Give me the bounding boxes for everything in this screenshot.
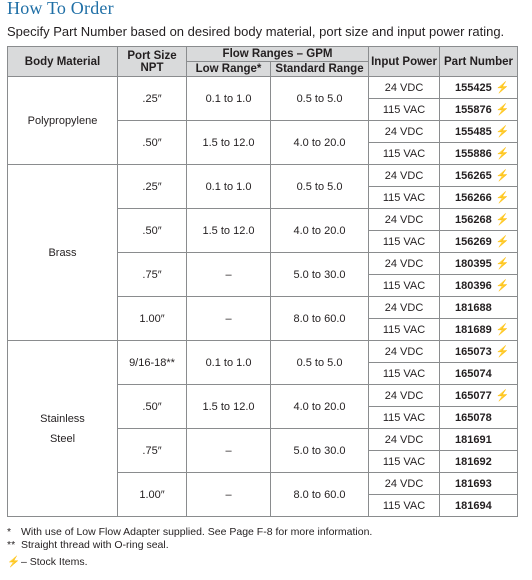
input-power-cell: 115 VAC [369,407,440,429]
standard-range-cell: 4.0 to 20.0 [271,121,369,165]
body-material-cell [8,341,118,517]
input-power-cell: 115 VAC [369,363,440,385]
footnote-symbol: ** [7,539,16,551]
input-power-cell: 24 VDC [369,165,440,187]
low-range-cell: 1.5 to 12.0 [187,385,271,429]
part-number: 155425 [455,82,492,94]
part-number: 156265 [455,170,492,182]
body-material-line: Stainless [40,412,85,425]
low-range-cell: – [187,429,271,473]
input-power-cell: 24 VDC [369,429,440,451]
lightning-icon: ⚡ [7,556,21,568]
low-range-cell: 0.1 to 1.0 [187,77,271,121]
low-range-cell: – [187,473,271,517]
port-size-cell: .75″ [118,253,187,297]
footnote-straight-thread [7,539,372,552]
part-number-cell [440,253,518,275]
standard-range-cell: 5.0 to 30.0 [271,429,369,473]
port-size-cell: .25″ [118,165,187,209]
part-number-cell [440,473,518,495]
header-flow-ranges: Flow Ranges – GPM [187,47,369,62]
part-number: 165074 [455,367,492,380]
body-material-line: Steel [49,432,76,445]
port-size-cell: 9/16-18** [118,341,187,385]
part-number-cell [440,121,518,143]
port-size-cell: 1.00″ [118,297,187,341]
port-size-cell: 1.00″ [118,473,187,517]
standard-range-cell: 0.5 to 5.0 [271,77,369,121]
footnote-text: Straight thread with O-ring seal. [21,539,169,551]
input-power-cell: 24 VDC [369,209,440,231]
lightning-icon: ⚡ [495,258,510,270]
input-power-cell: 24 VDC [369,341,440,363]
body-material-line: Brass [48,246,77,259]
lightning-icon: ⚡ [495,214,510,226]
part-number-cell [440,187,518,209]
table-row [8,165,518,187]
part-number: 180396 [455,280,492,292]
body-material-cell [8,165,118,341]
part-number-cell [440,451,518,473]
part-number: 181692 [455,455,492,468]
part-number-cell [440,495,518,517]
port-size-cell: .50″ [118,385,187,429]
port-size-cell: .50″ [118,121,187,165]
header-body-material: Body Material [8,47,118,77]
part-number-cell [440,297,518,319]
input-power-cell: 115 VAC [369,275,440,297]
part-number: 165078 [455,411,492,424]
part-number: 181694 [455,499,492,512]
low-range-cell: – [187,297,271,341]
low-range-cell: 0.1 to 1.0 [187,341,271,385]
part-number: 155886 [455,148,492,160]
body-material-line: Polypropylene [27,114,98,127]
part-number: 156266 [455,192,492,204]
standard-range-cell: 5.0 to 30.0 [271,253,369,297]
lightning-icon: ⚡ [495,148,510,160]
standard-range-cell: 0.5 to 5.0 [271,165,369,209]
input-power-cell: 115 VAC [369,187,440,209]
part-number-cell [440,385,518,407]
part-number: 155485 [455,126,492,138]
lightning-icon: ⚡ [495,346,510,358]
input-power-cell: 24 VDC [369,385,440,407]
part-number-cell [440,319,518,341]
low-range-cell: 1.5 to 12.0 [187,121,271,165]
input-power-cell: 115 VAC [369,143,440,165]
input-power-cell: 115 VAC [369,99,440,121]
input-power-cell: 24 VDC [369,253,440,275]
part-number: 156269 [455,236,492,248]
part-number: 181689 [455,324,492,336]
port-size-cell: .75″ [118,429,187,473]
lightning-icon: ⚡ [495,390,510,402]
lightning-icon: ⚡ [495,126,510,138]
lightning-icon: ⚡ [495,236,510,248]
header-standard-range: Standard Range [271,62,369,77]
header-low-range: Low Range* [187,62,271,77]
low-range-cell: 1.5 to 12.0 [187,209,271,253]
part-number-cell [440,165,518,187]
input-power-cell: 24 VDC [369,297,440,319]
input-power-cell: 24 VDC [369,121,440,143]
lightning-icon: ⚡ [495,104,510,116]
table-body [8,77,518,517]
part-number-cell [440,407,518,429]
standard-range-cell: 0.5 to 5.0 [271,341,369,385]
input-power-cell: 115 VAC [369,319,440,341]
part-number-cell [440,275,518,297]
order-table [7,46,518,517]
lightning-icon: ⚡ [495,324,510,336]
part-number: 155876 [455,104,492,116]
intro-text: Specify Part Number based on desired body material, port size and input power rating. [7,24,505,39]
part-number-cell [440,99,518,121]
footnotes [7,526,372,569]
standard-range-cell: 8.0 to 60.0 [271,473,369,517]
input-power-cell: 115 VAC [369,451,440,473]
lightning-icon: ⚡ [495,192,510,204]
part-number: 180395 [455,258,492,270]
page-title: How To Order [7,0,114,18]
stock-items-text: – Stock Items. [21,556,88,568]
footnote-low-flow [7,526,372,539]
header-input-power: Input Power [369,47,440,77]
part-number-cell [440,77,518,99]
part-number: 181688 [455,301,492,314]
port-size-cell: .50″ [118,209,187,253]
part-number-cell [440,143,518,165]
part-number: 181691 [455,433,492,446]
part-number-cell [440,341,518,363]
part-number: 181693 [455,477,492,490]
stock-items-note [7,556,372,569]
part-number-cell [440,209,518,231]
part-number-cell [440,429,518,451]
input-power-cell: 115 VAC [369,231,440,253]
part-number: 165073 [455,346,492,358]
table-row [8,77,518,99]
body-material-cell [8,77,118,165]
footnote-symbol: * [7,526,12,538]
part-number-cell [440,231,518,253]
standard-range-cell: 4.0 to 20.0 [271,385,369,429]
part-number: 165077 [455,390,492,402]
input-power-cell: 24 VDC [369,77,440,99]
lightning-icon: ⚡ [495,280,510,292]
input-power-cell: 115 VAC [369,495,440,517]
lightning-icon: ⚡ [495,82,510,94]
low-range-cell: – [187,253,271,297]
table-row [8,341,518,363]
header-port-size: Port Size NPT [118,47,187,77]
part-number-cell [440,363,518,385]
lightning-icon: ⚡ [495,170,510,182]
part-number: 156268 [455,214,492,226]
port-size-cell: .25″ [118,77,187,121]
header-part-number: Part Number [440,47,518,77]
standard-range-cell: 8.0 to 60.0 [271,297,369,341]
low-range-cell: 0.1 to 1.0 [187,165,271,209]
standard-range-cell: 4.0 to 20.0 [271,209,369,253]
input-power-cell: 24 VDC [369,473,440,495]
footnote-text: With use of Low Flow Adapter supplied. See Page F-8 for more information. [21,526,373,538]
